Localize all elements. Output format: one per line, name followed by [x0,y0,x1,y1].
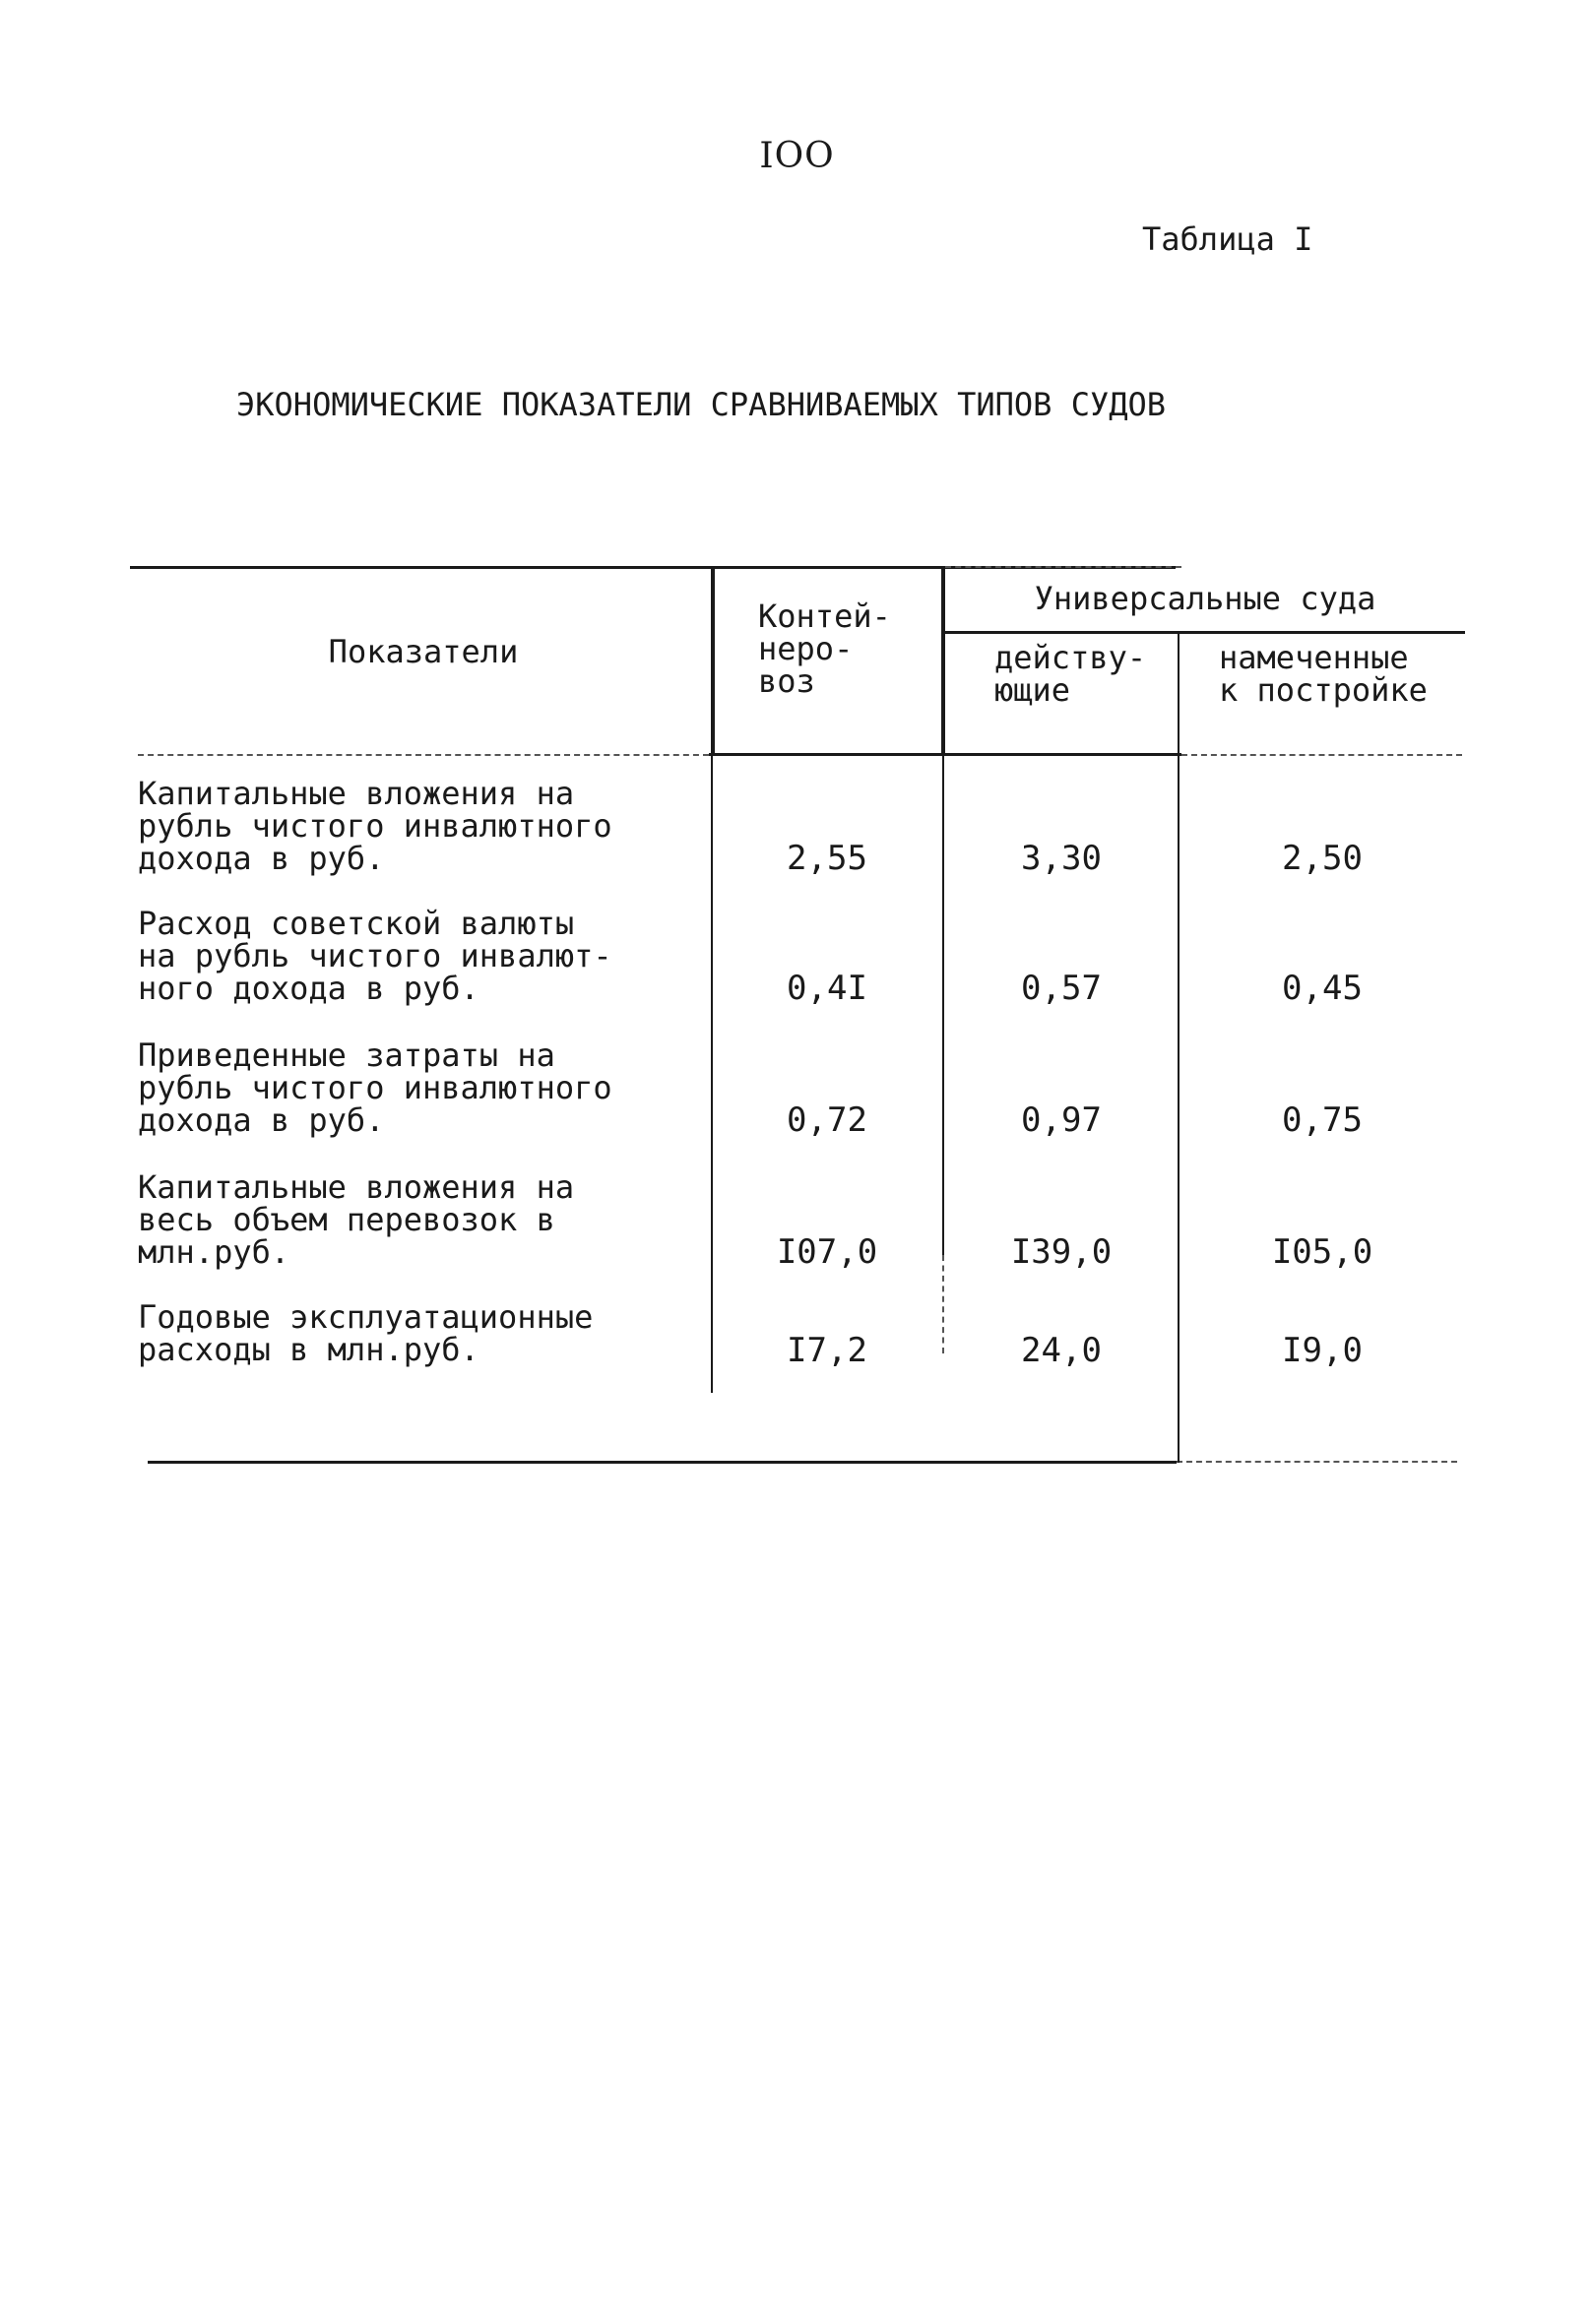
table-bottom-rule-dashed [1177,1461,1457,1463]
header-universal-ships: Универсальные суда [1034,580,1376,617]
header-bottom-rule-mid [709,753,1181,756]
group-header-top-rule [945,566,1181,568]
row-label: Расход советской валюты на рубль чистого инвалют- ного дохода в руб. [138,905,612,1007]
value-existing: 3,30 [1021,839,1102,878]
table-label: Таблица I [1142,220,1313,258]
group-subheader-rule [943,631,1465,634]
header-bottom-rule-left [138,754,709,756]
value-planned: I05,0 [1271,1232,1373,1272]
row-label: Приведенные затраты на рубль чистого инвалютного дохода в руб. [138,1036,612,1139]
header-container-ship: Контей- неро- воз [758,597,891,700]
header-existing: действу- ющие [994,639,1147,709]
column-divider-2-tail [942,1255,944,1353]
table-bottom-rule [148,1461,1177,1464]
row-label: Капитальные вложения на рубль чистого инвалютного дохода в руб. [138,775,612,877]
header-indicators: Показатели [328,633,519,670]
value-planned: 0,45 [1282,969,1363,1008]
value-container: 2,55 [787,839,867,878]
value-planned: 0,75 [1282,1100,1363,1140]
page-number: IOO [759,136,835,176]
column-divider-2-body [942,753,944,1255]
value-container: 0,72 [787,1100,867,1140]
value-container: 0,4I [787,969,867,1008]
column-divider-1 [711,566,715,753]
row-label: Годовые эксплуатационные расходы в млн.руб. [138,1298,594,1368]
value-existing: 0,97 [1021,1100,1102,1140]
value-existing: 24,0 [1021,1331,1102,1370]
value-existing: I39,0 [1010,1232,1113,1272]
header-planned: намеченные к постройке [1219,639,1428,709]
document-title: ЭКОНОМИЧЕСКИЕ ПОКАЗАТЕЛИ СРАВНИВАЕМЫХ ТИПОВ СУДОВ [236,386,1167,423]
header-bottom-rule-right [1181,754,1462,756]
row-label: Капитальные вложения на весь объем перевозок в млн.руб. [138,1168,575,1271]
value-planned: 2,50 [1282,839,1363,878]
value-planned: I9,0 [1282,1331,1363,1370]
value-container: I7,2 [787,1331,867,1370]
value-container: I07,0 [776,1232,878,1272]
value-existing: 0,57 [1021,969,1102,1008]
